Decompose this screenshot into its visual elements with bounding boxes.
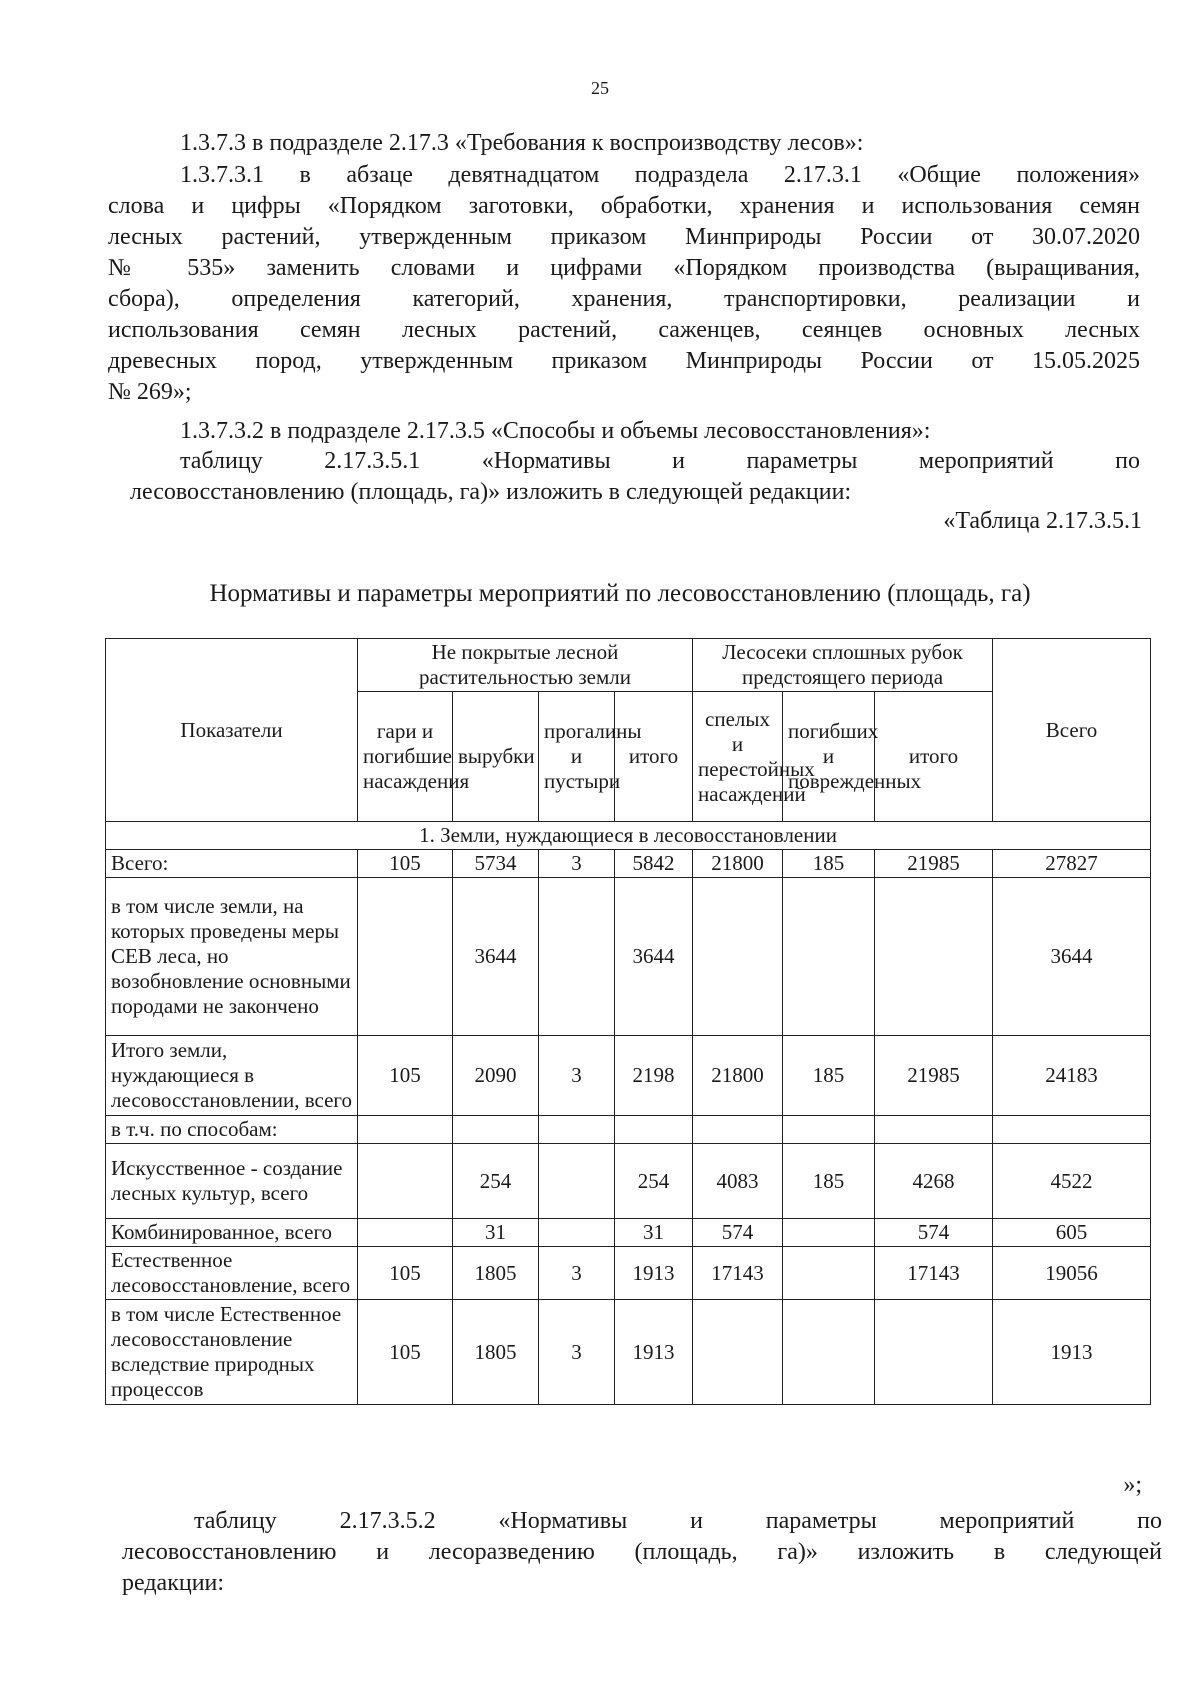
row-label: Комбинированное, всего — [106, 1219, 358, 1247]
paragraph-table-replace — [130, 446, 1140, 508]
cell-value: 3644 — [453, 878, 539, 1036]
cell-value — [453, 1116, 539, 1144]
cell-value: 17143 — [693, 1247, 783, 1300]
cell-value: 605 — [993, 1219, 1151, 1247]
row-label: Искусственное - создание лесных культур, всего — [106, 1144, 358, 1219]
cell-value: 105 — [358, 1300, 453, 1405]
paragraph-line: № 535» заменить словами и цифрами «Порядком производства (выращивания, — [108, 255, 1140, 281]
cell-value: 21985 — [875, 850, 993, 878]
cell-value: 21800 — [693, 1036, 783, 1116]
cell-value: 254 — [453, 1144, 539, 1219]
table-title: Нормативы и параметры мероприятий по лесовосстановлению (площадь, га) — [209, 580, 1031, 607]
cell-value: 1913 — [615, 1247, 693, 1300]
cell-value: 1913 — [615, 1300, 693, 1405]
cell-value: 2090 — [453, 1036, 539, 1116]
cell-value — [693, 878, 783, 1036]
paragraph-line: № 269»; — [108, 379, 192, 405]
paragraph-line: сбора), определения категорий, хранения, транспортировки, реализации и — [108, 286, 1140, 312]
table-row — [106, 1300, 1151, 1405]
paragraph-1-3-7-3-2: 1.3.7.3.2 в подразделе 2.17.3.5 «Способы и объемы лесовосстановления»: — [180, 418, 931, 444]
cell-value: 21985 — [875, 1036, 993, 1116]
cell-value — [539, 1116, 615, 1144]
cell-value: 31 — [615, 1219, 693, 1247]
cell-value — [615, 1116, 693, 1144]
cell-value: 3644 — [615, 878, 693, 1036]
cell-value: 185 — [783, 1036, 875, 1116]
row-label: в т.ч. по способам: — [106, 1116, 358, 1144]
cell-value: 185 — [783, 850, 875, 878]
cell-value — [783, 1247, 875, 1300]
cell-value: 31 — [453, 1219, 539, 1247]
cell-value — [358, 1144, 453, 1219]
cell-value — [875, 1116, 993, 1144]
table-row — [106, 1116, 1151, 1144]
header-glades: прогалины и пустыри — [539, 692, 615, 822]
cell-value — [539, 1219, 615, 1247]
cell-value — [875, 878, 993, 1036]
row-label: Естественное лесовосстановление, всего — [106, 1247, 358, 1300]
cell-value: 5734 — [453, 850, 539, 878]
cell-value: 2198 — [615, 1036, 693, 1116]
table-row — [106, 1036, 1151, 1116]
cell-value: 3 — [539, 1300, 615, 1405]
page-number: 25 — [591, 78, 609, 98]
cell-value — [693, 1116, 783, 1144]
paragraph-line: слова и цифры «Порядком заготовки, обработки, хранения и использования семян — [108, 193, 1140, 219]
paragraph-1-3-7-3: 1.3.7.3 в подразделе 2.17.3 «Требования к воспроизводству лесов»: — [180, 130, 864, 156]
paragraph-line: таблицу 2.17.3.5.2 «Нормативы и параметры мероприятий по — [194, 1508, 1162, 1534]
row-label: Итого земли, нуждающиеся в лесовосстановлении, всего — [106, 1036, 358, 1116]
table-row — [106, 1247, 1151, 1300]
cell-value — [993, 1116, 1151, 1144]
cell-value: 254 — [615, 1144, 693, 1219]
cell-value: 5842 — [615, 850, 693, 878]
cell-value: 27827 — [993, 850, 1151, 878]
header-subtotal-1: итого — [615, 692, 693, 822]
cell-value — [358, 1219, 453, 1247]
cell-value: 574 — [693, 1219, 783, 1247]
cell-value — [783, 1116, 875, 1144]
paragraph-line: 1.3.7.3.1 в абзаце девятнадцатом подраздела 2.17.3.1 «Общие положения» — [180, 162, 1140, 188]
cell-value — [693, 1300, 783, 1405]
header-group-clearcut-areas: Лесосеки сплошных рубок предстоящего периода — [693, 639, 993, 692]
cell-value: 3 — [539, 1247, 615, 1300]
cell-value: 24183 — [993, 1036, 1151, 1116]
paragraph-table-2 — [122, 1506, 1162, 1599]
header-mature: спелых и перестойных насаждений — [693, 692, 783, 822]
cell-value: 1913 — [993, 1300, 1151, 1405]
cell-value: 574 — [875, 1219, 993, 1247]
paragraph-line: лесовосстановлению и лесоразведению (площадь, га)» изложить в следующей — [122, 1539, 1162, 1565]
cell-value: 105 — [358, 850, 453, 878]
cell-value: 3644 — [993, 878, 1151, 1036]
cell-value: 1805 — [453, 1300, 539, 1405]
cell-value — [875, 1300, 993, 1405]
paragraph-line: древесных пород, утвержденным приказом Минприроды России от 15.05.2025 — [108, 348, 1140, 374]
header-burned: гари и погибшие насаждения — [358, 692, 453, 822]
cell-value — [539, 1144, 615, 1219]
header-group-uncovered-land: Не покрытые лесной растительностью земли — [358, 639, 693, 692]
row-label: Всего: — [106, 850, 358, 878]
cell-value: 21800 — [693, 850, 783, 878]
paragraph-line: лесовосстановлению (площадь, га)» изложить в следующей редакции: — [130, 479, 852, 505]
cell-value — [358, 878, 453, 1036]
paragraph-line: редакции: — [122, 1570, 225, 1596]
header-subtotal-2: итого — [875, 692, 993, 822]
header-damaged: погибших и поврежденных — [783, 692, 875, 822]
cell-value — [358, 1116, 453, 1144]
norms-table — [105, 638, 1151, 1405]
cell-value — [539, 878, 615, 1036]
paragraph-line: таблицу 2.17.3.5.1 «Нормативы и параметры мероприятий по — [180, 448, 1140, 474]
table-row — [106, 850, 1151, 878]
header-indicators: Показатели — [106, 639, 358, 822]
header-cuttings: вырубки — [453, 692, 539, 822]
cell-value: 3 — [539, 1036, 615, 1116]
cell-value: 1805 — [453, 1247, 539, 1300]
paragraph-1-3-7-3-1 — [108, 160, 1140, 408]
row-label: в том числе земли, на которых проведены меры СЕВ леса, но возобновление основными породами не закончено — [106, 878, 358, 1036]
table-section-label: 1. Земли, нуждающиеся в лесовосстановлении — [106, 822, 1151, 850]
cell-value: 4268 — [875, 1144, 993, 1219]
cell-value — [783, 1219, 875, 1247]
cell-value: 17143 — [875, 1247, 993, 1300]
cell-value — [783, 878, 875, 1036]
table-row — [106, 878, 1151, 1036]
cell-value — [783, 1300, 875, 1405]
cell-value: 19056 — [993, 1247, 1151, 1300]
closing-quote: »; — [1123, 1472, 1142, 1498]
table-row — [106, 1144, 1151, 1219]
cell-value: 4083 — [693, 1144, 783, 1219]
paragraph-line: лесных растений, утвержденным приказом Минприроды России от 30.07.2020 — [108, 224, 1140, 250]
cell-value: 3 — [539, 850, 615, 878]
table-row — [106, 1219, 1151, 1247]
table-reference: «Таблица 2.17.3.5.1 — [943, 508, 1142, 534]
header-total: Всего — [993, 639, 1151, 822]
cell-value: 105 — [358, 1036, 453, 1116]
paragraph-line: использования семян лесных растений, саженцев, сеянцев основных лесных — [108, 317, 1140, 343]
row-label: в том числе Естественное лесовосстановление вследствие природных процессов — [106, 1300, 358, 1405]
cell-value: 185 — [783, 1144, 875, 1219]
cell-value: 4522 — [993, 1144, 1151, 1219]
cell-value: 105 — [358, 1247, 453, 1300]
